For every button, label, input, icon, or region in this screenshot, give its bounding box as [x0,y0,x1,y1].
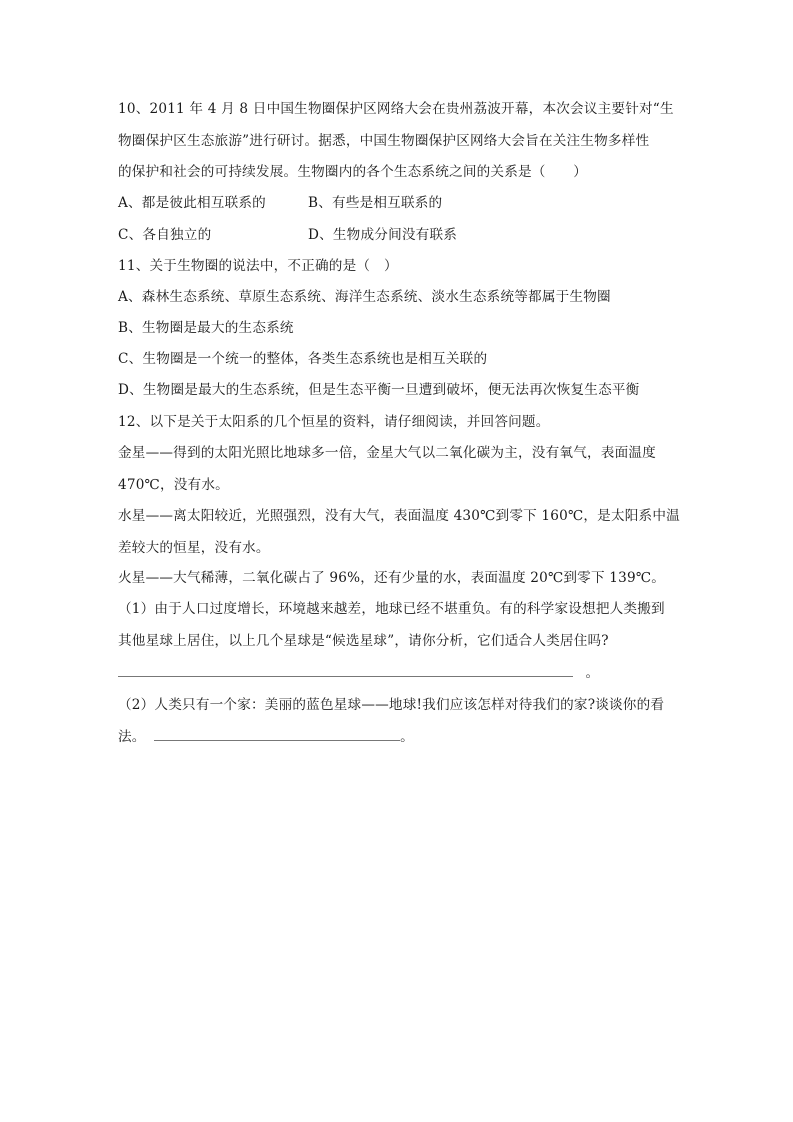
q11-option-d: D、生物圈是最大的生态系统，但是生态平衡一旦遭到破坏，便无法再次恢复生态平衡 [118,382,640,398]
q12-venus-line-1: 金星——得到的太阳光照比地球多一倍，金星大气以二氧化碳为主，没有氧气，表面温度 [118,445,656,461]
q12-sub1-line-1: （1）由于人口过度增长，环境越来越差，地球已经不堪重负。有的科学家设想把人类搬到 [118,601,665,617]
q10-options-row-1 [118,194,680,212]
q12-sub1-answer-row [118,664,599,682]
q12-mercury-line-2: 差较大的恒星，没有水。 [118,540,270,556]
q10-options-row-2 [118,226,680,244]
q10-stem-line-3: 的保护和社会的可持续发展。生物圈内的各个生态系统之间的关系是（ ） [118,164,587,180]
q12-sub1-answer-blank[interactable] [118,675,573,677]
q10-option-b: B、有些是相互联系的 [308,195,443,211]
q12-sub2-answer-blank[interactable] [154,739,400,741]
q12-mars: 火星——大气稀薄，二氧化碳占了 96%，还有少量的水，表面温度 20℃到零下 139℃。 [118,570,666,586]
q12-stem: 12、以下是关于太阳系的几个恒星的资料，请仔细阅读，并回答问题。 [118,414,550,430]
q12-sub2-line-2 [118,728,414,746]
q12-venus-line-2: 470℃，没有水。 [118,477,229,493]
q10-option-a: A、都是彼此相互联系的 [118,195,266,211]
q10-option-d: D、生物成分间没有联系 [308,227,458,243]
q12-sub1-line-2: 其他星球上居住，以上几个星球是“候选星球”，请你分析，它们适合人类居住吗? [118,633,609,649]
q12-sub2-prefix: 法。 [118,729,146,745]
q10-stem-line-2: 物圈保护区生态旅游”进行研讨。据悉，中国生物圈保护区网络大会旨在关注生物多样性 [118,133,650,149]
q11-option-c: C、生物圈是一个统一的整体，各类生态系统也是相互关联的 [118,351,488,367]
q11-stem: 11、关于生物圈的说法中，不正确的是（ ） [118,258,398,274]
q12-sub2-end-punct: 。 [400,729,414,745]
q10-option-c: C、各自独立的 [118,227,212,243]
q12-sub2-line-1: （2）人类只有一个家：美丽的蓝色星球——地球!我们应该怎样对待我们的家?谈谈你的看 [118,697,665,713]
q10-stem-line-1: 10、2011 年 4 月 8 日中国生物圈保护区网络大会在贵州荔波开幕，本次会议主要针对“生 [118,101,674,117]
q11-option-a: A、森林生态系统、草原生态系统、海洋生态系统、淡水生态系统等都属于生物圈 [118,289,611,305]
q12-mercury-line-1: 水星——离太阳较近，光照强烈，没有大气，表面温度 430℃到零下 160℃，是太阳系中温 [118,508,680,524]
q12-sub1-end-punct: 。 [585,665,600,681]
q11-option-b: B、生物圈是最大的生态系统 [118,320,294,336]
